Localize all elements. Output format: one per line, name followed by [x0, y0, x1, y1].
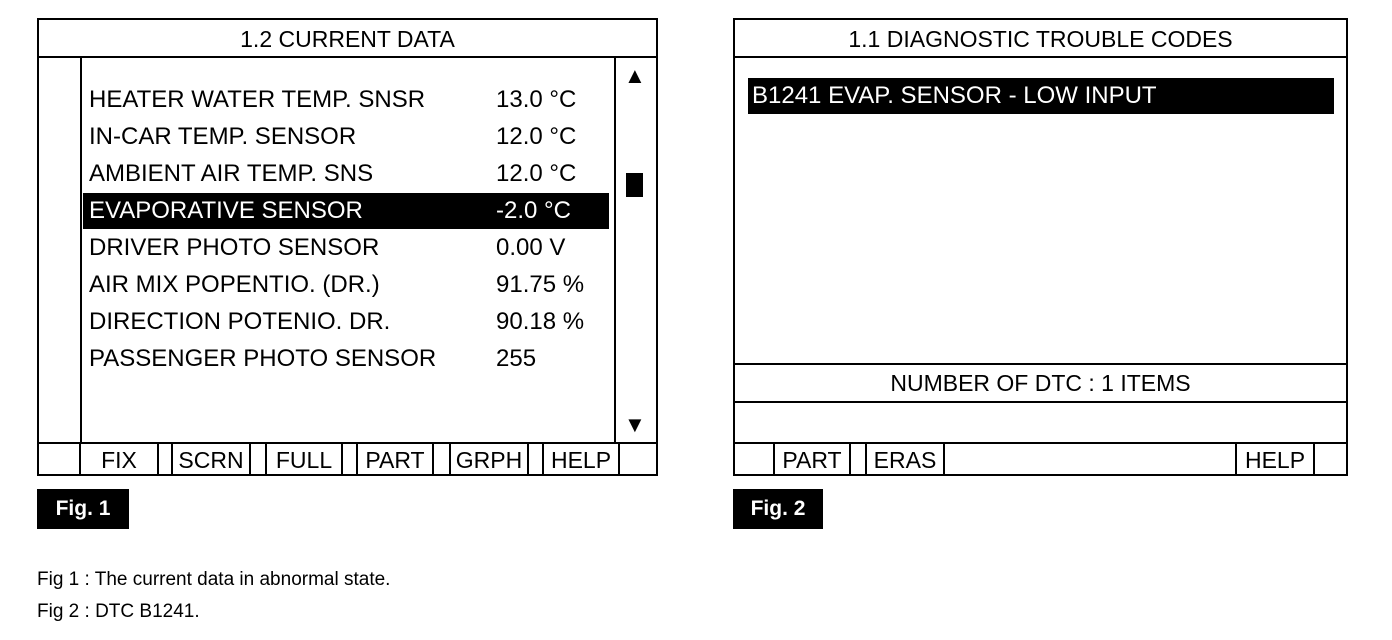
data-row-value: 13.0 °C — [496, 86, 577, 113]
caption-fig1: Fig 1 : The current data in abnormal state. — [37, 569, 391, 590]
help-button[interactable]: HELP — [542, 444, 620, 476]
data-row-label: AMBIENT AIR TEMP. SNS — [89, 160, 374, 187]
scrn-button[interactable]: SCRN — [171, 444, 251, 476]
count-divider — [735, 401, 1346, 403]
current-data-panel — [37, 18, 658, 476]
current-data-title: 1.2 CURRENT DATA — [39, 20, 656, 58]
help-button[interactable]: HELP — [1235, 444, 1315, 476]
dtc-count-text: NUMBER OF DTC : 1 ITEMS — [890, 370, 1191, 396]
fix-button[interactable]: FIX — [79, 444, 159, 476]
caption-fig2: Fig 2 : DTC B1241. — [37, 601, 200, 622]
left-divider — [80, 58, 82, 442]
data-row-label: DRIVER PHOTO SENSOR — [89, 234, 380, 261]
data-row[interactable] — [83, 230, 609, 266]
scroll-thumb-icon[interactable] — [626, 173, 643, 197]
data-row-value: -2.0 °C — [496, 197, 571, 224]
dtc-row-selected[interactable]: B1241 EVAP. SENSOR - LOW INPUT — [748, 78, 1334, 114]
grph-button[interactable]: GRPH — [449, 444, 529, 476]
data-row-label: DIRECTION POTENIO. DR. — [89, 308, 391, 335]
scrollbar-divider — [614, 58, 616, 442]
full-button[interactable]: FULL — [265, 444, 343, 476]
data-row-label: EVAPORATIVE SENSOR — [89, 197, 363, 224]
data-row-label: AIR MIX POPENTIO. (DR.) — [89, 271, 380, 298]
data-row[interactable] — [83, 119, 609, 155]
data-row-selected[interactable] — [83, 193, 609, 229]
data-row-value: 0.00 V — [496, 234, 566, 261]
fig2-label: Fig. 2 — [733, 489, 823, 529]
scroll-down-icon[interactable]: ▼ — [624, 412, 646, 437]
data-row-value: 12.0 °C — [496, 123, 577, 150]
part-button[interactable]: PART — [773, 444, 851, 476]
data-row-value: 90.18 % — [496, 308, 585, 335]
data-row-label: HEATER WATER TEMP. SNSR — [89, 86, 426, 113]
eras-button[interactable]: ERAS — [865, 444, 945, 476]
data-row[interactable] — [83, 156, 609, 192]
data-row[interactable] — [83, 82, 609, 118]
scroll-up-icon[interactable]: ▲ — [624, 63, 646, 88]
data-row-value: 91.75 % — [496, 271, 585, 298]
part-button[interactable]: PART — [356, 444, 434, 476]
dtc-panel — [733, 18, 1348, 476]
dtc-title: 1.1 DIAGNOSTIC TROUBLE CODES — [735, 20, 1346, 58]
data-row[interactable] — [83, 267, 609, 303]
data-row-label: PASSENGER PHOTO SENSOR — [89, 345, 437, 372]
data-row[interactable] — [83, 304, 609, 340]
fig1-label: Fig. 1 — [37, 489, 129, 529]
data-row-value: 12.0 °C — [496, 160, 577, 187]
data-row-value: 255 — [496, 345, 537, 372]
data-row[interactable] — [83, 341, 609, 377]
data-row-label: IN-CAR TEMP. SENSOR — [89, 123, 357, 150]
